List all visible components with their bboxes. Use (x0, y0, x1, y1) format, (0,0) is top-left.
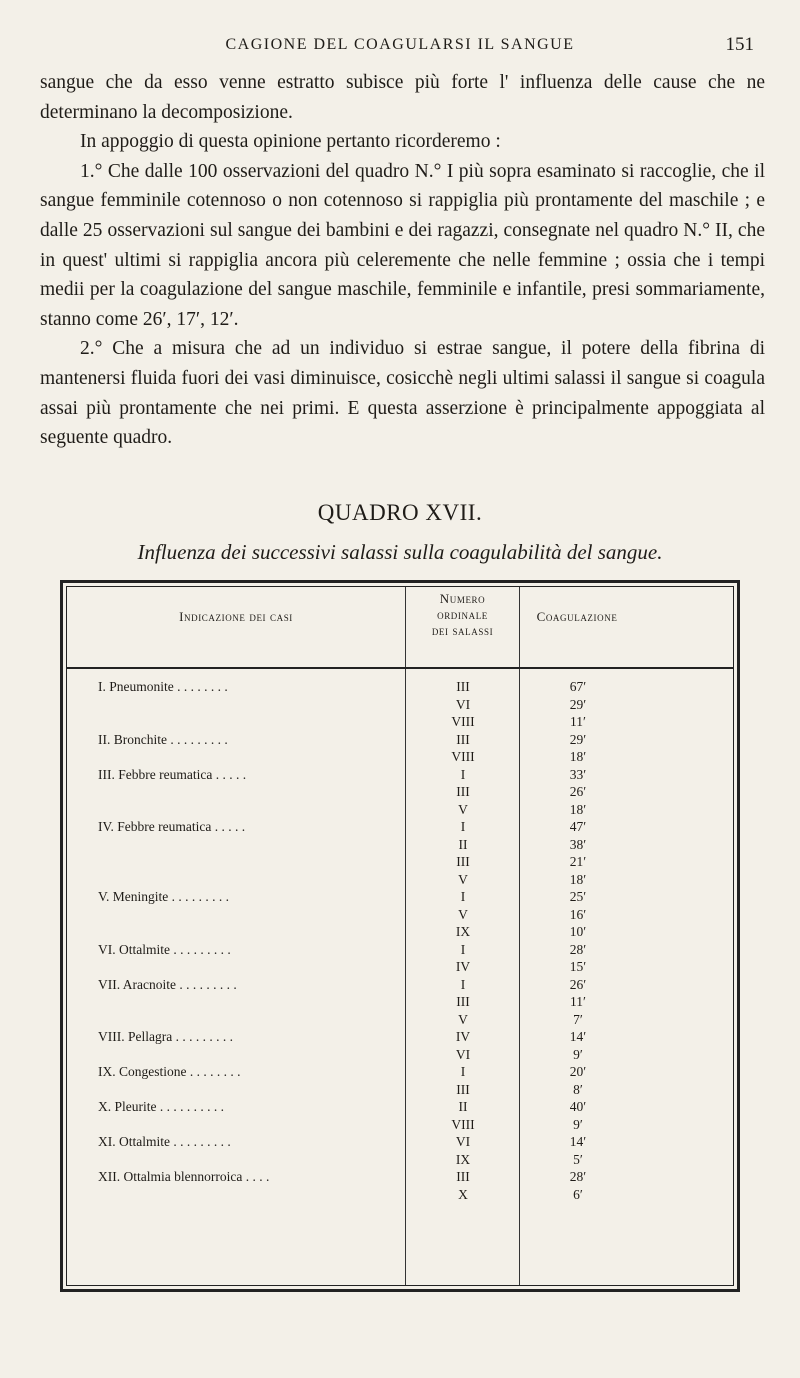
coagulation-cell: 67′ (569, 679, 587, 694)
coagulation-cell: 26′ (569, 976, 587, 992)
coagulation-cell: 11′ (570, 994, 586, 1009)
coagulation-cell: 14′ (569, 1134, 587, 1149)
table-row (67, 854, 733, 872)
coagulation-cell: 28′ (569, 941, 587, 957)
number-cell: II (458, 836, 468, 852)
table-row (67, 994, 733, 1012)
case-cell: VI. Ottalmite . . . . . . . . . (98, 941, 231, 957)
case-cell: X. Pleurite . . . . . . . . . . (98, 1099, 224, 1114)
number-cell: I (460, 976, 466, 992)
coagulation-cell: 9′ (573, 1046, 583, 1062)
coagulation-cell: 38′ (569, 836, 587, 852)
table-row (67, 784, 733, 802)
table-subtitle: Influenza dei successivi salassi sulla coagulabilità del sangue. (137, 540, 663, 564)
header-coagulation: Coagulazione (536, 609, 618, 624)
coagulation-cell: 16′ (569, 906, 587, 922)
coagulation-cell: 29′ (569, 696, 587, 712)
number-cell: VIII (451, 1116, 475, 1132)
number-cell: V (458, 801, 468, 817)
case-cell: IX. Congestione . . . . . . . . (98, 1064, 241, 1079)
body-text (40, 68, 765, 453)
coagulation-cell: 18′ (569, 801, 587, 817)
coagulation-cell: 14′ (569, 1029, 587, 1044)
coagulation-cell: 28′ (569, 1169, 587, 1184)
table-inner-border (66, 586, 734, 1286)
number-cell: VIII (451, 714, 475, 729)
coagulation-cell: 11′ (570, 714, 586, 729)
coagulation-cell: 15′ (569, 959, 587, 974)
case-cell: VIII. Pellagra . . . . . . . . . (98, 1029, 233, 1044)
coagulation-cell: 25′ (569, 889, 587, 904)
paragraph: 1.° Che dalle 100 osservazioni del quadro N.° I più sopra esaminato si raccoglie, che il sangue femminile cotennoso o non cotennoso si rappiglia più prontamente del maschile ; e dalle 25 osservazioni sul sangue dei bambini e dei ragazzi, consegnate nel quadro N.° II, che in quest' ultimi si rappiglia ancora più celeremente che nelle femmine ; ossia che i tempi medii per la coagulazione del sangue maschile, femminile e infantile, presi sommariamente, stanno come 26′, 17′, 12′. (40, 160, 765, 330)
paragraph: sangue che da esso venne estratto subisce più forte l' influenza delle cause che ne determinano la decomposizione. (40, 72, 765, 123)
coagulation-cell: 47′ (569, 819, 587, 834)
coagulation-cell: 8′ (573, 1081, 583, 1097)
table-row (67, 819, 733, 837)
data-table (60, 580, 740, 1292)
number-cell: III (456, 679, 470, 694)
table-row (67, 767, 733, 785)
header-number (406, 591, 519, 639)
number-cell: VI (455, 696, 471, 712)
case-cell: IV. Febbre reumatica . . . . . (98, 819, 246, 834)
number-cell: VI (455, 1134, 471, 1149)
table-row (67, 697, 733, 715)
number-cell: I (460, 819, 466, 834)
table-row (67, 1029, 733, 1047)
table-row (67, 977, 733, 995)
table-row (67, 1064, 733, 1082)
table-row (67, 959, 733, 977)
number-cell: III (456, 731, 470, 747)
number-cell: II (458, 1099, 468, 1114)
number-cell: III (456, 994, 470, 1009)
coagulation-cell: 9′ (573, 1116, 583, 1132)
case-cell: II. Bronchite . . . . . . . . . (98, 731, 228, 747)
table-row (67, 1047, 733, 1065)
number-cell: III (456, 1169, 470, 1184)
table-row (67, 1187, 733, 1205)
header-number-line: Numero (439, 591, 486, 606)
table-row (67, 1099, 733, 1117)
table-row (67, 1117, 733, 1135)
number-cell: I (460, 941, 466, 957)
number-cell: I (460, 889, 466, 904)
table-row (67, 942, 733, 960)
table-row (67, 1169, 733, 1187)
table-body (67, 679, 733, 1204)
coagulation-cell: 6′ (573, 1186, 583, 1202)
number-cell: IX (455, 924, 471, 939)
coagulation-cell: 21′ (569, 854, 587, 869)
coagulation-cell: 20′ (569, 1064, 587, 1079)
coagulation-cell: 7′ (573, 1011, 583, 1027)
case-cell: XII. Ottalmia blennorroica . . . . (98, 1169, 270, 1184)
coagulation-cell: 40′ (569, 1099, 587, 1114)
header-number-line: dei salassi (431, 623, 494, 638)
table-row (67, 924, 733, 942)
header-case: Indicazione dei casi (179, 609, 293, 624)
table-row (67, 889, 733, 907)
case-cell: XI. Ottalmite . . . . . . . . . (98, 1134, 231, 1149)
case-cell: I. Pneumonite . . . . . . . . (98, 679, 228, 694)
table-row (67, 907, 733, 925)
page-number: 151 (725, 34, 754, 55)
case-cell: V. Meningite . . . . . . . . . (98, 889, 229, 904)
table-row (67, 1152, 733, 1170)
table-row (67, 802, 733, 820)
number-cell: I (460, 1064, 466, 1079)
number-cell: III (456, 854, 470, 869)
coagulation-cell: 10′ (569, 924, 587, 939)
coagulation-cell: 5′ (573, 1151, 583, 1167)
header-number-line: ordinale (437, 607, 488, 622)
page-header (0, 36, 800, 64)
coagulation-cell: 18′ (569, 749, 587, 764)
number-cell: III (456, 784, 470, 799)
table-row (67, 749, 733, 767)
number-cell: IV (455, 959, 471, 974)
paragraph: In appoggio di questa opinione pertanto ricorderemo : (80, 131, 501, 153)
paragraph: 2.° Che a misura che ad un individuo si estrae sangue, il potere della fibrina di mantenersi fluida fuori dei vasi diminuisce, cosicchè negli ultimi salassi il sangue si coagula assai più prontamente che nei primi. E questa asserzione è principalmente appoggiata al seguente quadro. (40, 338, 765, 449)
table-title: QUADRO XVII. (317, 500, 483, 525)
number-cell: VI (455, 1046, 471, 1062)
table-row (67, 714, 733, 732)
number-cell: IX (455, 1151, 471, 1167)
case-cell: III. Febbre reumatica . . . . . (98, 766, 247, 782)
coagulation-cell: 29′ (569, 731, 587, 747)
table-row (67, 872, 733, 890)
number-cell: V (458, 906, 468, 922)
running-title: CAGIONE DEL COAGULARSI IL SANGUE (225, 36, 575, 53)
table-row (67, 732, 733, 750)
number-cell: III (456, 1081, 470, 1097)
coagulation-cell: 18′ (569, 871, 587, 887)
number-cell: IV (455, 1029, 471, 1044)
table-row (67, 679, 733, 697)
table-row (67, 1082, 733, 1100)
number-cell: X (458, 1186, 468, 1202)
number-cell: V (458, 1011, 468, 1027)
table-row (67, 1134, 733, 1152)
table-row (67, 1012, 733, 1030)
coagulation-cell: 33′ (569, 766, 587, 782)
number-cell: V (458, 871, 468, 887)
number-cell: VIII (451, 749, 475, 764)
header-rule (67, 667, 733, 669)
case-cell: VII. Aracnoite . . . . . . . . . (98, 976, 237, 992)
number-cell: I (460, 766, 466, 782)
coagulation-cell: 26′ (569, 784, 587, 799)
table-row (67, 837, 733, 855)
